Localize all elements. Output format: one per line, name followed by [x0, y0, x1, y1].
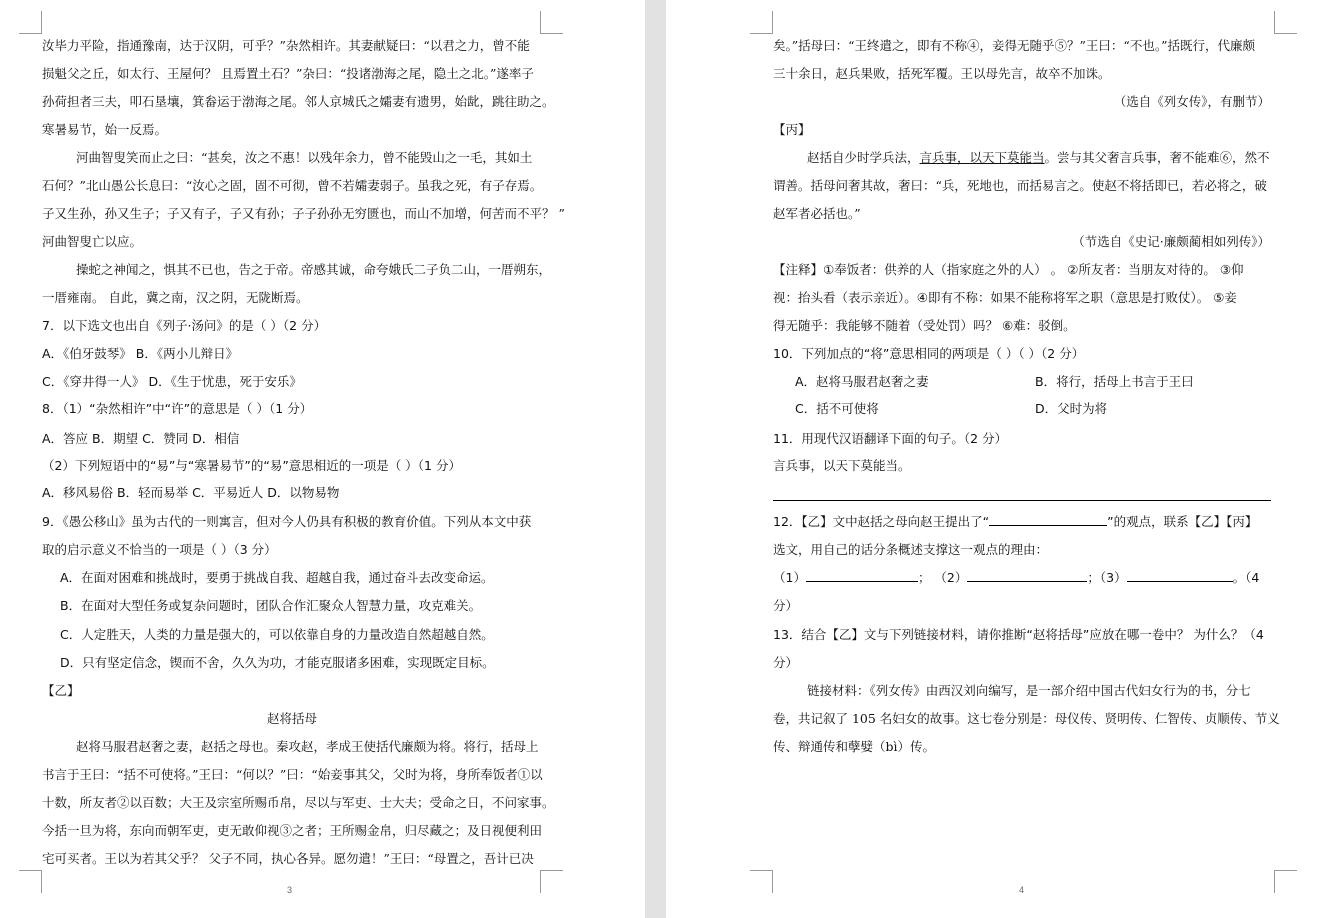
question-12 — [773, 513, 1257, 531]
question-11-sentence: 言兵事，以天下莫能当。 — [773, 458, 911, 473]
link-material: 传、辩通传和孽嬖（bì）传。 — [773, 739, 936, 754]
crop-mark — [540, 870, 563, 893]
text-line: 河曲智叟亡以应。 — [42, 234, 143, 249]
document-page-3 — [0, 0, 645, 918]
text-line: 矣。”括母曰：“王终遣之，即有不称④，妾得无随乎⑤？”王曰：“不也。”括既行，代廉颇 — [773, 38, 1255, 53]
text-line: 石何？”北山愚公长息曰：“汝心之固，固不可彻，曾不若孀妻弱子。虽我之死，有子存焉。 — [42, 178, 543, 193]
text-line: 谓善。括母问奢其故，奢曰：“兵，死地也，而括易言之。使赵不将括即已，若必将之，破 — [773, 178, 1267, 193]
question-12-reasons — [773, 569, 1259, 587]
question-13: 13．结合【乙】文与下列链接材料，请你推断“赵将括母”应放在哪一卷中？ 为什么？（4 — [773, 627, 1264, 642]
question-13-score: 分） — [773, 655, 799, 670]
text-line: 今括一旦为将，东向而朝军吏，吏无敢仰视③之者；王所赐金帛，归尽藏之；及日视便利田 — [42, 823, 543, 838]
text-line — [807, 149, 1270, 167]
question-9-option-b: B．在面对大型任务或复杂问题时，团队合作汇聚众人智慧力量，攻克难关。 — [60, 598, 482, 613]
text-line: 赵将马服君赵奢之妻，赵括之母也。秦攻赵，孝成王使括代廉颇为将。将行，括母上 — [76, 739, 539, 754]
question-10-option-b: B．将行，括母上书言于王曰 — [1035, 374, 1194, 389]
question-9-cont: 取的启示意义不恰当的一项是（ ）（3 分） — [42, 542, 277, 557]
crop-mark — [750, 870, 773, 893]
question-9-option-c: C．人定胜天，人类的力量是强大的，可以依靠自身的力量改造自然超越自然。 — [60, 627, 494, 642]
question-12-cont: 选文，用自己的话分条概述支撑这一观点的理由： — [773, 542, 1049, 557]
underlined-sentence: 言兵事，以天下莫能当 — [919, 150, 1045, 165]
question-12-score: 分） — [773, 598, 799, 613]
answer-blank[interactable] — [989, 513, 1107, 526]
text-line: 河曲智叟笑而止之曰：“甚矣，汝之不惠！以残年余力，曾不能毁山之一毛，其如土 — [76, 150, 533, 165]
crop-mark — [540, 11, 563, 34]
question-8-part-2: （2）下列短语中的“易”与“寒暑易节”的“易”意思相近的一项是（ ）（1 分） — [42, 458, 461, 473]
text-line: 三十余日，赵兵果败，括死军覆。王以母先言，故卒不加诛。 — [773, 66, 1111, 81]
reason-label: （1） — [773, 570, 806, 585]
text-line: 宅可买者。王以为若其父乎？ 父子不同，执心各异。愿勿遣！”王曰：“母置之，吾计已决 — [42, 851, 534, 866]
text-line: 损魁父之丘，如太行、王屋何？ 且焉置土石？”杂曰：“投诸渤海之尾，隐土之北。”遂率子 — [42, 66, 534, 81]
text-line: 一厝雍南。 自此，冀之南，汉之阴，无陇断焉。 — [42, 290, 309, 305]
text-line: 书言于王曰：“括不可使将。”王曰：“何以？”曰：“始妾事其父，父时为将，身所奉饭者①以 — [42, 767, 543, 782]
answer-line[interactable] — [773, 500, 1271, 501]
link-material: 卷，共记叙了 105 名妇女的故事。这七卷分别是：母仪传、贤明传、仁智传、贞顺传、节义 — [773, 711, 1280, 726]
answer-blank[interactable] — [1127, 569, 1233, 582]
crop-mark — [1274, 870, 1297, 893]
text-line: 操蛇之神闻之，惧其不已也，告之于帝。帝感其诚，命夸娥氏二子负二山，一厝朔东， — [76, 262, 552, 277]
question-7-options-ab: A．《伯牙鼓琴》 B．《两小儿辩日》 — [42, 346, 239, 361]
annotation-line: 得无随乎：我能够不随着（受处罚）吗？ ⑥难：驳倒。 — [773, 318, 1076, 333]
source-note: （节选自《史记·廉颇蔺相如列传》） — [1072, 234, 1270, 249]
question-8-part-1: 8．（1）“杂然相许”中“许”的意思是（ ）（1 分） — [42, 401, 313, 416]
text-line: 十数，所友者②以百数；大王及宗室所赐币帛，尽以与军吏、士大夫；受命之日，不问家事。 — [42, 795, 555, 810]
reason-label: ；（3） — [1087, 570, 1127, 585]
annotation-line: 【注释】①奉饭者：供养的人（指家庭之外的人） 。 ②所友者：当朋友对待的。 ③仰 — [773, 262, 1244, 277]
text-segment: 。尝与其父奢言兵事，奢不能难⑥，然不 — [1044, 150, 1270, 165]
link-material: 链接材料：《列女传》由西汉刘向编写，是一部介绍中国古代妇女行为的书，分七 — [807, 683, 1251, 698]
score-text: 。（4 — [1232, 570, 1260, 585]
question-8-part-2-options: A．移风易俗 B．轻而易举 C．平易近人 D．以物易物 — [42, 485, 340, 500]
text-line: 孙荷担者三夫，叩石垦壤，箕畚运于渤海之尾。邻人京城氏之孀妻有遗男，始龀，跳往助之。 — [42, 94, 555, 109]
text-line: 寒暑易节，始一反焉。 — [42, 122, 168, 137]
annotation-line: 视：抬头看（表示亲近）。④即有不称：如果不能称将军之职（意思是打败仗）。 ⑤妾 — [773, 290, 1237, 305]
crop-mark — [750, 11, 773, 34]
passage-title: 赵将括母 — [266, 711, 317, 726]
question-10-option-a: A．赵将马服君赵奢之妻 — [795, 374, 929, 389]
question-8-part-1-options: A．答应 B．期望 C．赞同 D．相信 — [42, 431, 240, 446]
crop-mark — [19, 11, 42, 34]
crop-mark — [19, 870, 42, 893]
question-10-option-c: C．括不可使将 — [795, 401, 879, 416]
question-12-text: 12．【乙】文中赵括之母向赵王提出了“ — [773, 514, 990, 529]
question-7-options-cd: C．《穿井得一人》 D．《生于忧患，死于安乐》 — [42, 374, 302, 389]
source-note: （选自《列女传》，有删节） — [1113, 94, 1270, 109]
question-10-option-d: D．父时为将 — [1035, 401, 1108, 416]
question-12-text: ”的观点，联系【乙】【丙】 — [1107, 514, 1258, 529]
page-gap — [645, 0, 666, 918]
document-page-4 — [666, 0, 1333, 918]
page-number: 3 — [287, 885, 293, 895]
crop-mark — [1274, 11, 1297, 34]
question-9: 9．《愚公移山》虽为古代的一则寓言，但对今人仍具有积极的教育价值。下列从本文中获 — [42, 514, 532, 529]
text-segment: 赵括自少时学兵法， — [807, 150, 920, 165]
answer-blank[interactable] — [967, 569, 1087, 582]
question-11: 11．用现代汉语翻译下面的句子。（2 分） — [773, 431, 1008, 446]
page-number: 4 — [1019, 885, 1025, 895]
section-heading-yi: 【乙】 — [42, 683, 80, 698]
question-9-option-d: D．只有坚定信念，锲而不舍，久久为功，才能克服诸多困难，实现既定目标。 — [60, 655, 495, 670]
text-line: 汝毕力平险，指通豫南，达于汉阴，可乎？”杂然相许。其妻献疑曰：“以君之力，曾不能 — [42, 38, 530, 53]
answer-blank[interactable] — [806, 569, 918, 582]
text-line: 子又生孙，孙又生子；子又有子，子又有孙；子子孙孙无穷匮也，而山不加增，何苦而不平？ ” — [42, 206, 565, 221]
question-7: 7．以下选文也出自《列子·汤问》的是（ ）（2 分） — [42, 318, 327, 333]
reason-label: ； （2） — [917, 570, 968, 585]
question-9-option-a: A．在面对困难和挑战时，要勇于挑战自我、超越自我，通过奋斗去改变命运。 — [60, 570, 494, 585]
text-line: 赵军者必括也。” — [773, 206, 861, 221]
section-heading-bing: 【丙】 — [773, 122, 811, 137]
question-10: 10．下列加点的“将”意思相同的两项是（ ）（ ）（2 分） — [773, 346, 1085, 361]
